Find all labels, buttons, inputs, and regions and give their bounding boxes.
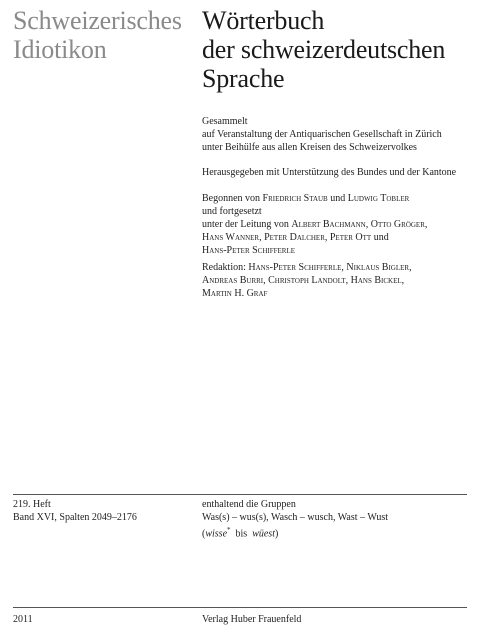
editor-names-3: Martin H. Graf — [202, 288, 268, 299]
collected-line2: auf Veranstaltung der Antiquarischen Gesellschaft in Zürich — [202, 129, 442, 140]
series-title-line2: Idiotikon — [13, 35, 107, 64]
collected-statement — [202, 115, 470, 154]
leaders-and: und — [371, 232, 389, 243]
range-end-word: wüest — [252, 528, 275, 540]
main-title — [202, 6, 445, 93]
issue-number: 219. Heft — [13, 499, 51, 510]
publication-year: 2011 — [13, 614, 33, 625]
paren-open: ( — [202, 528, 206, 540]
main-title-line3: Sprache — [202, 64, 285, 93]
groups-intro: enthaltend die Gruppen — [202, 499, 296, 510]
series-title-line1: Schweizerisches — [13, 6, 182, 35]
founders-and: und — [327, 193, 348, 204]
published-with-support — [202, 166, 470, 179]
founders-line1 — [202, 192, 470, 205]
leader-names-1: Albert Bachmann, Otto Gröger, — [291, 219, 428, 230]
asterisk-mark: * — [227, 526, 231, 534]
founders-prefix: Begonnen von — [202, 193, 263, 204]
editorial-prefix: Redaktion: — [202, 262, 249, 273]
founders-line2: und fortgesetzt — [202, 206, 262, 217]
paren-close: ) — [274, 528, 279, 540]
founder-name-staub: Friedrich Staub — [262, 193, 328, 204]
collected-line3: unter Beihülfe aus allen Kreisen des Schweizervolkes — [202, 142, 417, 153]
published-line: Herausgegeben mit Unterstützung des Bundes und der Kantone — [202, 167, 457, 178]
founder-name-tobler: Ludwig Tobler — [347, 193, 410, 204]
editorial-staff — [202, 261, 470, 300]
main-title-line2: der schweizerdeutschen — [202, 35, 446, 64]
editorial-line1 — [202, 261, 470, 274]
founders-statement — [202, 192, 470, 257]
editor-names-1: Hans-Peter Schifferle, Niklaus Bigler, — [248, 262, 412, 273]
founders-line3 — [202, 218, 470, 231]
collected-line1: Gesammelt — [202, 116, 248, 127]
range-bis: bis — [230, 528, 253, 540]
founders-line4 — [202, 231, 470, 244]
editor-names-2: Andreas Burri, Christoph Landolt, Hans Bickel, — [202, 275, 405, 286]
publisher: Verlag Huber Frauenfeld — [202, 614, 302, 625]
main-title-line1: Wörterbuch — [202, 6, 325, 35]
volume-columns: Band XVI, Spalten 2049–2176 — [13, 512, 137, 523]
groups-range — [202, 524, 388, 540]
leader-names-3: Hans-Peter Schifferle — [202, 245, 296, 256]
series-title — [13, 6, 182, 64]
divider-top — [13, 494, 467, 495]
divider-bottom — [13, 607, 467, 608]
range-start-word: wisse — [205, 528, 228, 540]
issue-info — [13, 498, 137, 524]
groups-list: Was(s) – wus(s), Wasch – wusch, Wast – Wust — [202, 512, 389, 523]
leader-names-2: Hans Wanner, Peter Dalcher, Peter Ott — [202, 232, 372, 243]
contents-groups — [202, 498, 388, 540]
leadership-prefix: unter der Leitung von — [202, 219, 292, 230]
